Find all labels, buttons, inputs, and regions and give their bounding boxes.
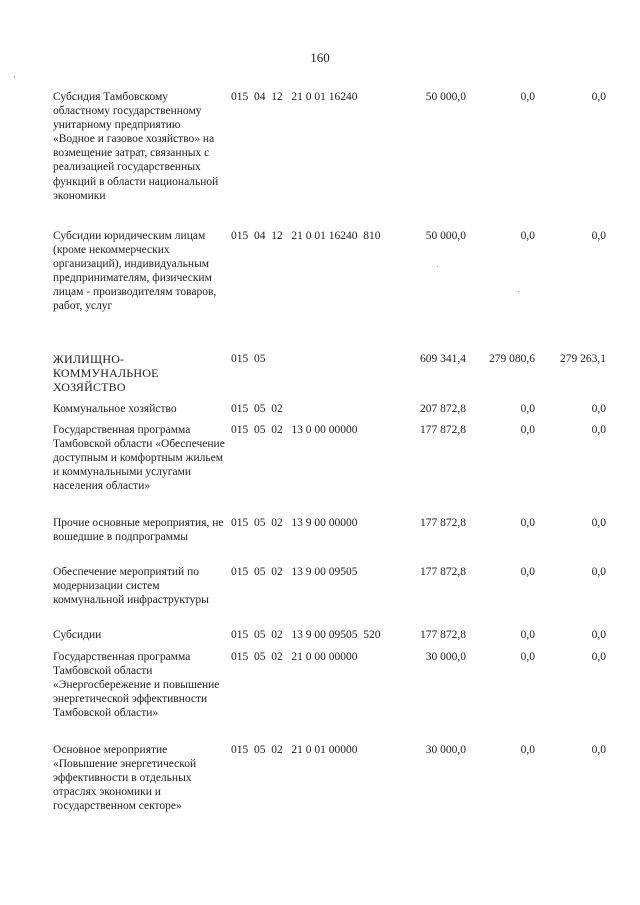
scan-speck	[518, 291, 519, 292]
row-value-2: 0,0	[520, 744, 535, 756]
row-value-1: 207 872,8	[420, 403, 466, 415]
row-name: Субсидия Тамбовскому областному государственному унитарному предприятию «Водное и газовое хозяйство» на возмещение затрат, связанных с реализацией государственных функций в области национальной экономики	[53, 91, 219, 202]
row-value-1: 177 872,8	[420, 424, 466, 436]
row-code: 015 04 12 21 0 01 16240	[231, 91, 358, 103]
row-name: Коммунальное хозяйство	[53, 403, 177, 415]
row-name: Прочие основные мероприятия, не вошедшие в подпрограммы	[53, 517, 224, 544]
margin-mark	[14, 76, 15, 78]
row-value-3: 0,0	[591, 566, 606, 578]
row-value-1: 50 000,0	[425, 230, 466, 242]
scan-speck	[437, 266, 438, 267]
row-name: Обеспечение мероприятий по модернизации систем коммунальной инфраструктуры	[53, 566, 209, 607]
row-value-3: 0,0	[591, 517, 606, 529]
row-name: Государственная программа Тамбовской области «Энергосбережение и повышение энергетической эффективности Тамбовской области»	[53, 651, 220, 720]
row-code: 015 05 02 13 0 00 00000	[231, 424, 358, 436]
row-code: 015 05 02 13 9 00 00000	[231, 517, 358, 529]
row-value-2: 0,0	[520, 629, 535, 641]
row-value-2: 0,0	[520, 517, 535, 529]
row-name: Основное мероприятие «Повышение энергетической эффективности в отдельных отраслях экономики и государственном секторе»	[53, 744, 197, 813]
page-number: 160	[310, 50, 330, 65]
row-name: Субсидии	[53, 629, 102, 641]
row-value-1: 50 000,0	[425, 91, 466, 103]
row-value-2: 0,0	[520, 91, 535, 103]
row-value-3: 0,0	[591, 424, 606, 436]
row-code: 015 05 02 21 0 00 00000	[231, 651, 358, 663]
row-value-2: 0,0	[520, 424, 535, 436]
row-value-1: 30 000,0	[425, 651, 466, 663]
row-value-3: 0,0	[591, 651, 606, 663]
row-name: ЖИЛИЩНО-КОММУНАЛЬНОЕ ХОЗЯЙСТВО	[53, 352, 159, 395]
row-value-2: 279 080,6	[489, 353, 535, 365]
row-code: 015 05 02 13 9 00 09505	[231, 566, 358, 578]
row-value-2: 0,0	[520, 651, 535, 663]
row-name: Субсидии юридическим лицам (кроме некоммерческих организаций), индивидуальным предпринимателям, физическим лицам - производителям товаров, работ, услуг	[53, 230, 217, 313]
row-code: 015 05 02 13 9 00 09505 520	[231, 629, 381, 641]
row-value-3: 0,0	[591, 744, 606, 756]
row-value-3: 0,0	[591, 91, 606, 103]
row-code: 015 05	[231, 353, 266, 365]
row-value-1: 30 000,0	[425, 744, 466, 756]
row-value-1: 177 872,8	[420, 517, 466, 529]
row-code: 015 04 12 21 0 01 16240 810	[231, 230, 381, 242]
row-value-1: 177 872,8	[420, 566, 466, 578]
row-value-3: 0,0	[591, 403, 606, 415]
row-code: 015 05 02 21 0 01 00000	[231, 744, 358, 756]
row-value-1: 177 872,8	[420, 629, 466, 641]
row-value-3: 279 263,1	[560, 353, 606, 365]
row-code: 015 05 02	[231, 403, 283, 415]
row-value-3: 0,0	[591, 629, 606, 641]
row-value-1: 609 341,4	[420, 353, 466, 365]
row-value-3: 0,0	[591, 230, 606, 242]
row-value-2: 0,0	[520, 566, 535, 578]
row-name: Государственная программа Тамбовской области «Обеспечение доступным и комфортным жильем и коммунальными услугами населения области»	[53, 424, 225, 493]
row-value-2: 0,0	[520, 403, 535, 415]
row-value-2: 0,0	[520, 230, 535, 242]
